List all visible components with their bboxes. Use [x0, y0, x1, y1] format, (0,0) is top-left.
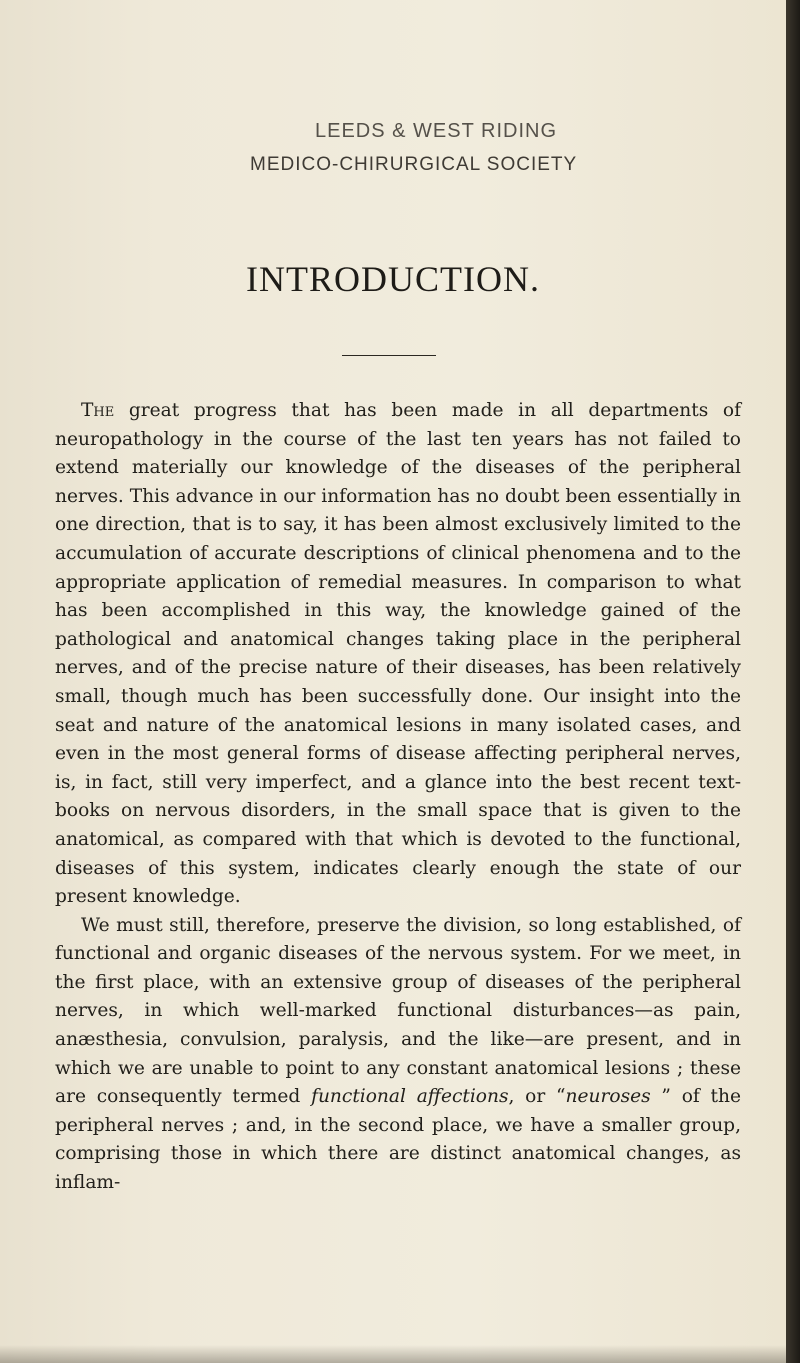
library-stamp [250, 118, 720, 180]
paragraph-1-lead-word: The [81, 400, 115, 421]
stamp-line-society-name: MEDICO-CHIRURGICAL SOCIETY [250, 154, 578, 175]
stamp-line-society-location: LEEDS & WEST RIDING [315, 120, 558, 142]
paragraph-1-text: great progress that has been made in all departments of neuropathology in the course of the last ten years has not failed to extend materially our knowledge of the diseases of the peripheral nerves. This advance in our information has no doubt been essentially in one direction, that is to say, it has been almost exclusively limited to the accumulation of accurate descriptions of clinical phenomena and to the appropriate application of remedial measures. In comparison to what has been accomplished in this way, the knowledge gained of the pathological and anatomical changes taking place in the peripheral nerves, and of the precise nature of their diseases, has been relatively small, though much has been successfully done. Our insight into the seat and nature of the anatomical lesions in many isolated cases, and even in the most general forms of disease affecting peripheral nerves, is, in fact, still very imperfect, and a glance into the best recent text-books on nervous disorders, in the small space that is given to the anatomical, as compared with that which is devoted to the functional, diseases of this system, indicates clearly enough the state of our present knowledge. [55, 400, 741, 908]
paragraph-2-italic-functional: functional affections [311, 1086, 509, 1108]
paragraph-2-italic-neuroses: neuroses [565, 1086, 651, 1108]
body-text [55, 397, 741, 1198]
chapter-heading: INTRODUCTION. [246, 259, 540, 299]
paragraph-2 [55, 912, 741, 1198]
paragraph-2-text-b: , or “ [508, 1086, 566, 1108]
book-spine-edge [786, 0, 800, 1363]
paragraph-2-text-a: We must still, therefore, preserve the division, so long established, of functional and organic diseases of the nervous system. For we meet, in the first place, with an extensive group of diseases of the peripheral nerves, in which well-marked functional disturbances—as pain, anæsthesia, convulsion, paralysis, and the like—are present, and in which we are unable to point to any constant anatomical lesions ; these are consequently termed [55, 914, 741, 1108]
heading-rule [342, 355, 436, 356]
paragraph-1 [55, 397, 741, 912]
paragraph-2-text-c: ” of the peripheral nerves ; and, in the second place, we have a smaller group, comprising those in which there are distinct anatomical changes, as inflam- [55, 1086, 741, 1194]
page-bottom-shadow [0, 1345, 786, 1363]
